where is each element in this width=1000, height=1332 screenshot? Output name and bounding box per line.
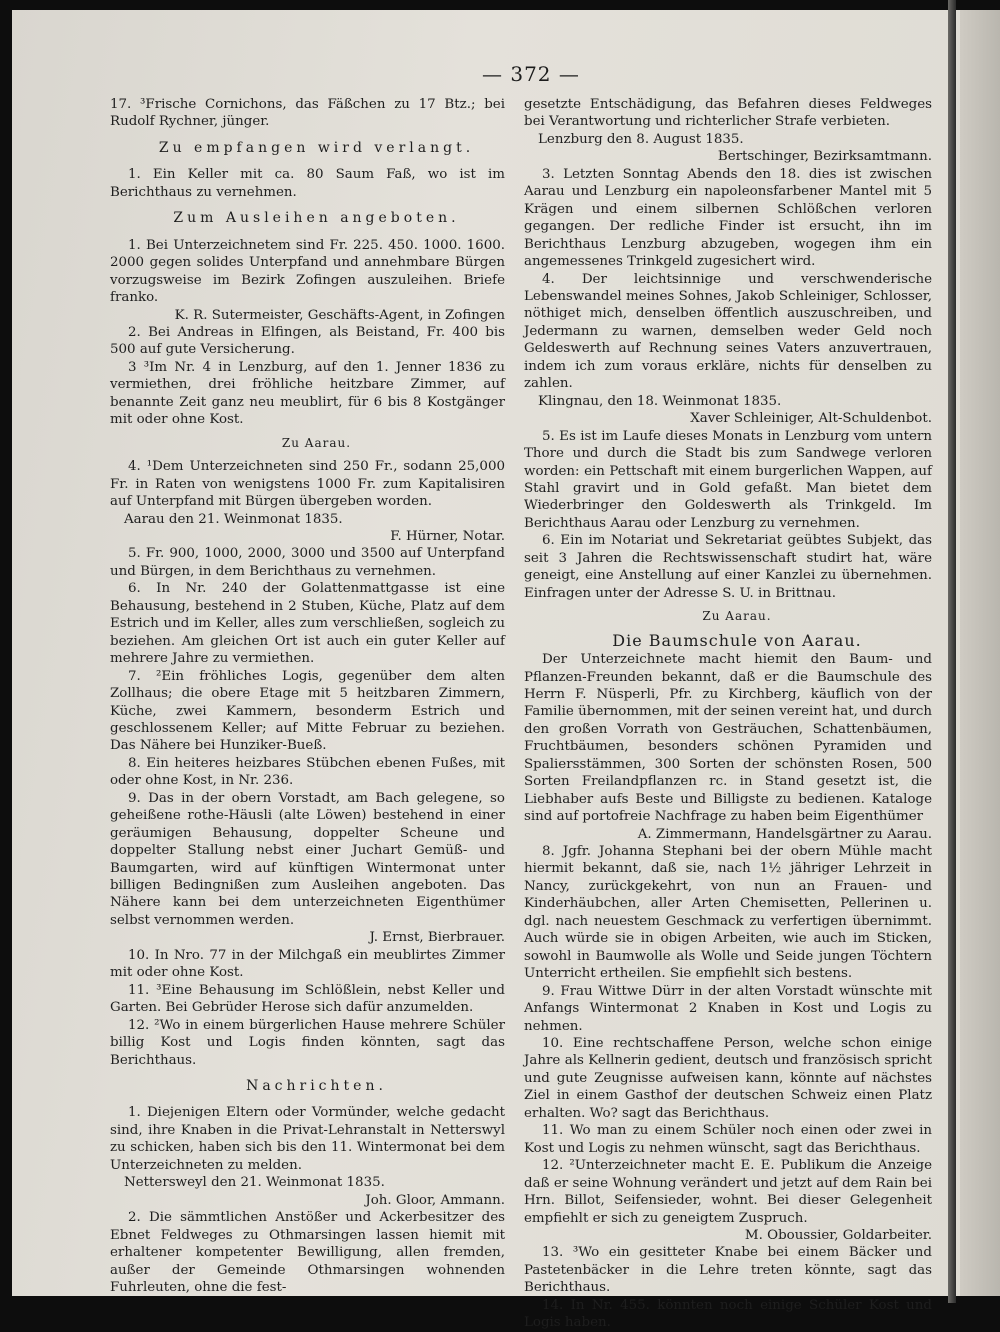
ad-item: 1. Diejenigen Eltern oder Vormünder, welche gedacht sind, ihre Knaben in die Privat-Lehranstalt in Netterswyl zu schicken, haben sich bis den 11. Wintermonat bei dem Unterzeichneten zu melden. bbox=[110, 1105, 505, 1173]
ad-item: 2. Die sämmtlichen Anstößer und Ackerbesitzer des Ebnet Feldweges zu Othmarsingen lassen hiemit mit erhaltener kompetenter Bewilligung, allen fremden, außer der Gemeinde Othmarsingen wohnenden Fuhrleuten, ohne die fest- bbox=[110, 1210, 505, 1295]
ad-item: gesetzte Entschädigung, das Befahren dieses Feldweges bei Verantwortung und richterlicher Strafe verbieten. bbox=[524, 97, 932, 130]
ad-item: Der Unterzeichnete macht hiemit den Baum- und Pflanzen-Freunden bekannt, daß er die Baumschule des Herrn F. Nüsperli, Pfr. zu Kirchberg, käuflich von der Familie übernommen, mit der seinen vereint hat, und durch den großen Vorrath von Gesträuchen, Schattenbäumen, Fruchtbäumen, besonders schönen Pyramiden und Spaliersstämmen, 300 Sorten der schönsten Rosen, 500 Sorten Freilandpflanzen rc. in Stand gesetzt ist, die Liebhaber aufs Beste und Billigste zu bedienen. Kataloge sind auf portofreie Nachfrage zu haben beim Eigenthümer bbox=[524, 652, 932, 825]
ad-item: 7. ²Ein fröhliches Logis, gegenüber dem alten Zollhaus; die obere Etage mit 5 heitzbaren Zimmern, Küche, zwei Kammern, besonderm Estrich und geschlossenem Keller; auf Mitte Februar zu beziehen. Das Nähere bei Hunziker-Bueß. bbox=[110, 668, 505, 754]
ad-item: 1. Ein Keller mit ca. 80 Saum Faß, wo ist im Berichthaus zu vernehmen. bbox=[110, 167, 505, 200]
binding-gutter bbox=[948, 0, 956, 1303]
ad-item: 8. Jgfr. Johanna Stephani bei der obern Mühle macht hiermit bekannt, daß sie, nach 1½ jähriger Lehrzeit in Nancy, zurückgekehrt, von nun an Frauen- und Kinderhäubchen, aller Arten Chemisetten, Pellerinen u. dgl. nach neuestem Geschmack zu verfertigen übernimmt. Auch würde sie in obigen Arbeiten, wie auch im Sticken, sowohl in Baumwolle als Wolle und Seide jungen Töchtern Unterricht ertheilen. Sie empfiehlt sich bestens. bbox=[524, 844, 932, 982]
ad-item: 5. Es ist im Laufe dieses Monats in Lenzburg vom untern Thore und durch die Stadt bis zum Sandwege verloren worden: ein Pettschaft mit einem burgerlichen Wappen, auf Stahl gravirt und in Gold gefaßt. Man bietet dem Wiederbringer den Goldeswerth als Trinkgeld. Im Berichthaus Aarau oder Lenzburg zu vernehmen. bbox=[524, 428, 932, 531]
ad-item: 5. Fr. 900, 1000, 2000, 3000 und 3500 auf Unterpfand und Bürgen, in dem Berichthaus zu vernehmen. bbox=[110, 546, 505, 579]
dateline: Lenzburg den 8. August 1835. bbox=[538, 131, 744, 147]
dateline: Aarau den 21. Weinmonat 1835. bbox=[124, 511, 343, 527]
ad-item: 2. Bei Andreas in Elfingen, als Beistand, Fr. 400 bis 500 auf gute Versicherung. bbox=[110, 324, 505, 358]
ad-item: 1. Bei Unterzeichnetem sind Fr. 225. 450. 1000. 1600. 2000 gegen solides Unterpfand und annehmbare Bürgen vorzugsweise im Bezirk Zofingen auszuleihen. Briefe franko. bbox=[110, 237, 505, 306]
ad-item: 3. Letzten Sonntag Abends den 18. dies ist zwischen Aarau und Lenzburg ein napoleonsfarbener Mantel mit 5 Krägen und einem silbernen Schlößchen verloren gegangen. Der redliche Finder ist ersucht, ihn im Berichthaus Lenzburg abzugeben, wogegen ihm ein angemessenes Trinkgeld zugesichert wird. bbox=[524, 166, 932, 270]
signature: F. Hürner, Notar. bbox=[390, 528, 505, 544]
subheading-aarau: Zu Aarau. bbox=[281, 435, 352, 450]
ad-item: 10. In Nro. 77 in der Milchgaß ein meublirtes Zimmer mit oder ohne Kost. bbox=[110, 947, 505, 981]
subheading-aarau: Zu Aarau. bbox=[702, 609, 772, 624]
signature: K. R. Sutermeister, Geschäfts-Agent, in Zofingen bbox=[174, 307, 505, 323]
left-column bbox=[110, 96, 505, 1296]
ad-item: 17. ³Frische Cornichons, das Fäßchen zu 17 Btz.; bei Rudolf Rychner, jünger. bbox=[110, 97, 505, 130]
ad-item: 9. Das in der obern Vorstadt, am Bach gelegene, so geheißene rothe-Häusli (alte Löwen) bestehend in einer geräumigen Behausung, doppelter Scheune und doppelter Stallung nebst einer Juchart Gemüß- und Baumgarten, wird auf künftigen Wintermonat unter billigen Bedingnißen zum Ausleihen angeboten. Das Nähere kann bei dem unterzeichneten Eigenthümer selbst vernommen werden. bbox=[110, 790, 505, 928]
ad-item: 4. Der leichtsinnige und verschwenderische Lebenswandel meines Sohnes, Jakob Schleiniger, Schlosser, nöthiget mich, denselben öffentlich auszuschreiben, und Jedermann zu warnen, demselben weder Geld noch Geldeswerth auf Rechnung seines Vaters anzuvertrauen, indem ich zum voraus erkläre, nichts für denselben zu zahlen. bbox=[524, 271, 932, 392]
ad-item: 6. In Nr. 240 der Golattenmattgasse ist eine Behausung, bestehend in 2 Stuben, Küche, Platz auf dem Estrich und im Keller, alles zum verschließen, sogleich zu beziehen. Am gleichen Ort ist auch ein guter Keller auf mehrere Jahre zu vermiethen. bbox=[110, 581, 505, 667]
ad-item: 3 ³Im Nr. 4 in Lenzburg, auf den 1. Jenner 1836 zu vermiethen, drei fröhliche heitzbare Zimmer, auf benannte Zeit ganz neu meublirt, für 6 bis 8 Kostgänger mit oder ohne Kost. bbox=[110, 359, 505, 428]
ad-item: 11. ³Eine Behausung im Schlößlein, nebst Keller und Garten. Bei Gebrüder Herose sich dafür anzumelden. bbox=[110, 982, 505, 1016]
dateline: Klingnau, den 18. Weinmonat 1835. bbox=[538, 393, 782, 409]
signature: Bertschinger, Bezirksamtmann. bbox=[717, 149, 932, 165]
section-heading-news: Nachrichten. bbox=[246, 1078, 387, 1095]
ad-item: 11. Wo man zu einem Schüler noch einen oder zwei in Kost und Logis zu nehmen wünscht, sagt das Berichthaus. bbox=[524, 1123, 932, 1156]
section-heading-lending: Zum Ausleihen angeboten. bbox=[173, 210, 460, 227]
next-page-edge bbox=[960, 10, 1000, 1296]
dateline: Nettersweyl den 21. Weinmonat 1835. bbox=[124, 1175, 385, 1191]
ad-item: 12. ²Wo in einem bürgerlichen Hause mehrere Schüler billig Kost und Logis finden könnten, sagt das Berichthaus. bbox=[110, 1017, 505, 1068]
ad-item: 8. Ein heiteres heizbares Stübchen ebenen Fußes, mit oder ohne Kost, in Nr. 236. bbox=[110, 755, 505, 789]
newspaper-page bbox=[12, 10, 960, 1331]
right-column bbox=[524, 96, 932, 1332]
ad-item: 10. Eine rechtschaffene Person, welche schon einige Jahre als Kellnerin gedient, deutsch und französisch spricht und gute Zeugnisse aufweisen kann, könnte auf nächstes Ziel in einem Gasthof der deutschen Schweiz einen Platz erhalten. Wo? sagt das Berichthaus. bbox=[524, 1036, 932, 1121]
ad-item: 12. ²Unterzeichneter macht E. E. Publikum die Anzeige daß er seine Wohnung verändert und jetzt auf dem Rain bei Hrn. Billot, Seifensieder, wohnt. Bei dieser Gelegenheit empfiehlt er sich zu geneigtem Zuspruch. bbox=[524, 1158, 932, 1226]
ad-item: 9. Frau Wittwe Dürr in der alten Vorstadt wünschte mit Anfangs Wintermonat 2 Knaben in Kost und Logis zu nehmen. bbox=[524, 983, 932, 1034]
signature: Xaver Schleiniger, Alt-Schuldenbot. bbox=[690, 411, 932, 427]
signature: A. Zimmermann, Handelsgärtner zu Aarau. bbox=[637, 826, 932, 842]
signature: J. Ernst, Bierbrauer. bbox=[369, 930, 505, 946]
ad-item: 14. In Nr. 455. könnten noch einige Schüler Kost und Logis haben. bbox=[524, 1297, 932, 1331]
section-heading-wanted: Zu empfangen wird verlangt. bbox=[158, 139, 475, 156]
ad-item: 6. Ein im Notariat und Sekretariat geübtes Subjekt, das seit 3 Jahren die Rechtswissenschaft studirt hat, wäre geneigt, eine Anstellung auf einer Kanzlei zu übernehmen. Einfragen unter der Adresse S. U. in Brittnau. bbox=[524, 533, 932, 601]
ad-item: 13. ³Wo ein gesitteter Knabe bei einem Bäcker und Pastetenbäcker in die Lehre treten könnte, sagt das Berichthaus. bbox=[524, 1245, 932, 1296]
article-title-baumschule: Die Baumschule von Aarau. bbox=[612, 630, 862, 650]
page-number: — 372 — bbox=[482, 62, 580, 86]
signature: M. Oboussier, Goldarbeiter. bbox=[744, 1228, 932, 1243]
ad-item: 4. ¹Dem Unterzeichneten sind 250 Fr., sodann 25,000 Fr. in Raten von wenigstens 1000 Fr. zum Kapitalisiren auf Unterpfand mit Bürgen übergeben worden. bbox=[110, 459, 505, 510]
signature: Joh. Gloor, Ammann. bbox=[365, 1192, 505, 1208]
